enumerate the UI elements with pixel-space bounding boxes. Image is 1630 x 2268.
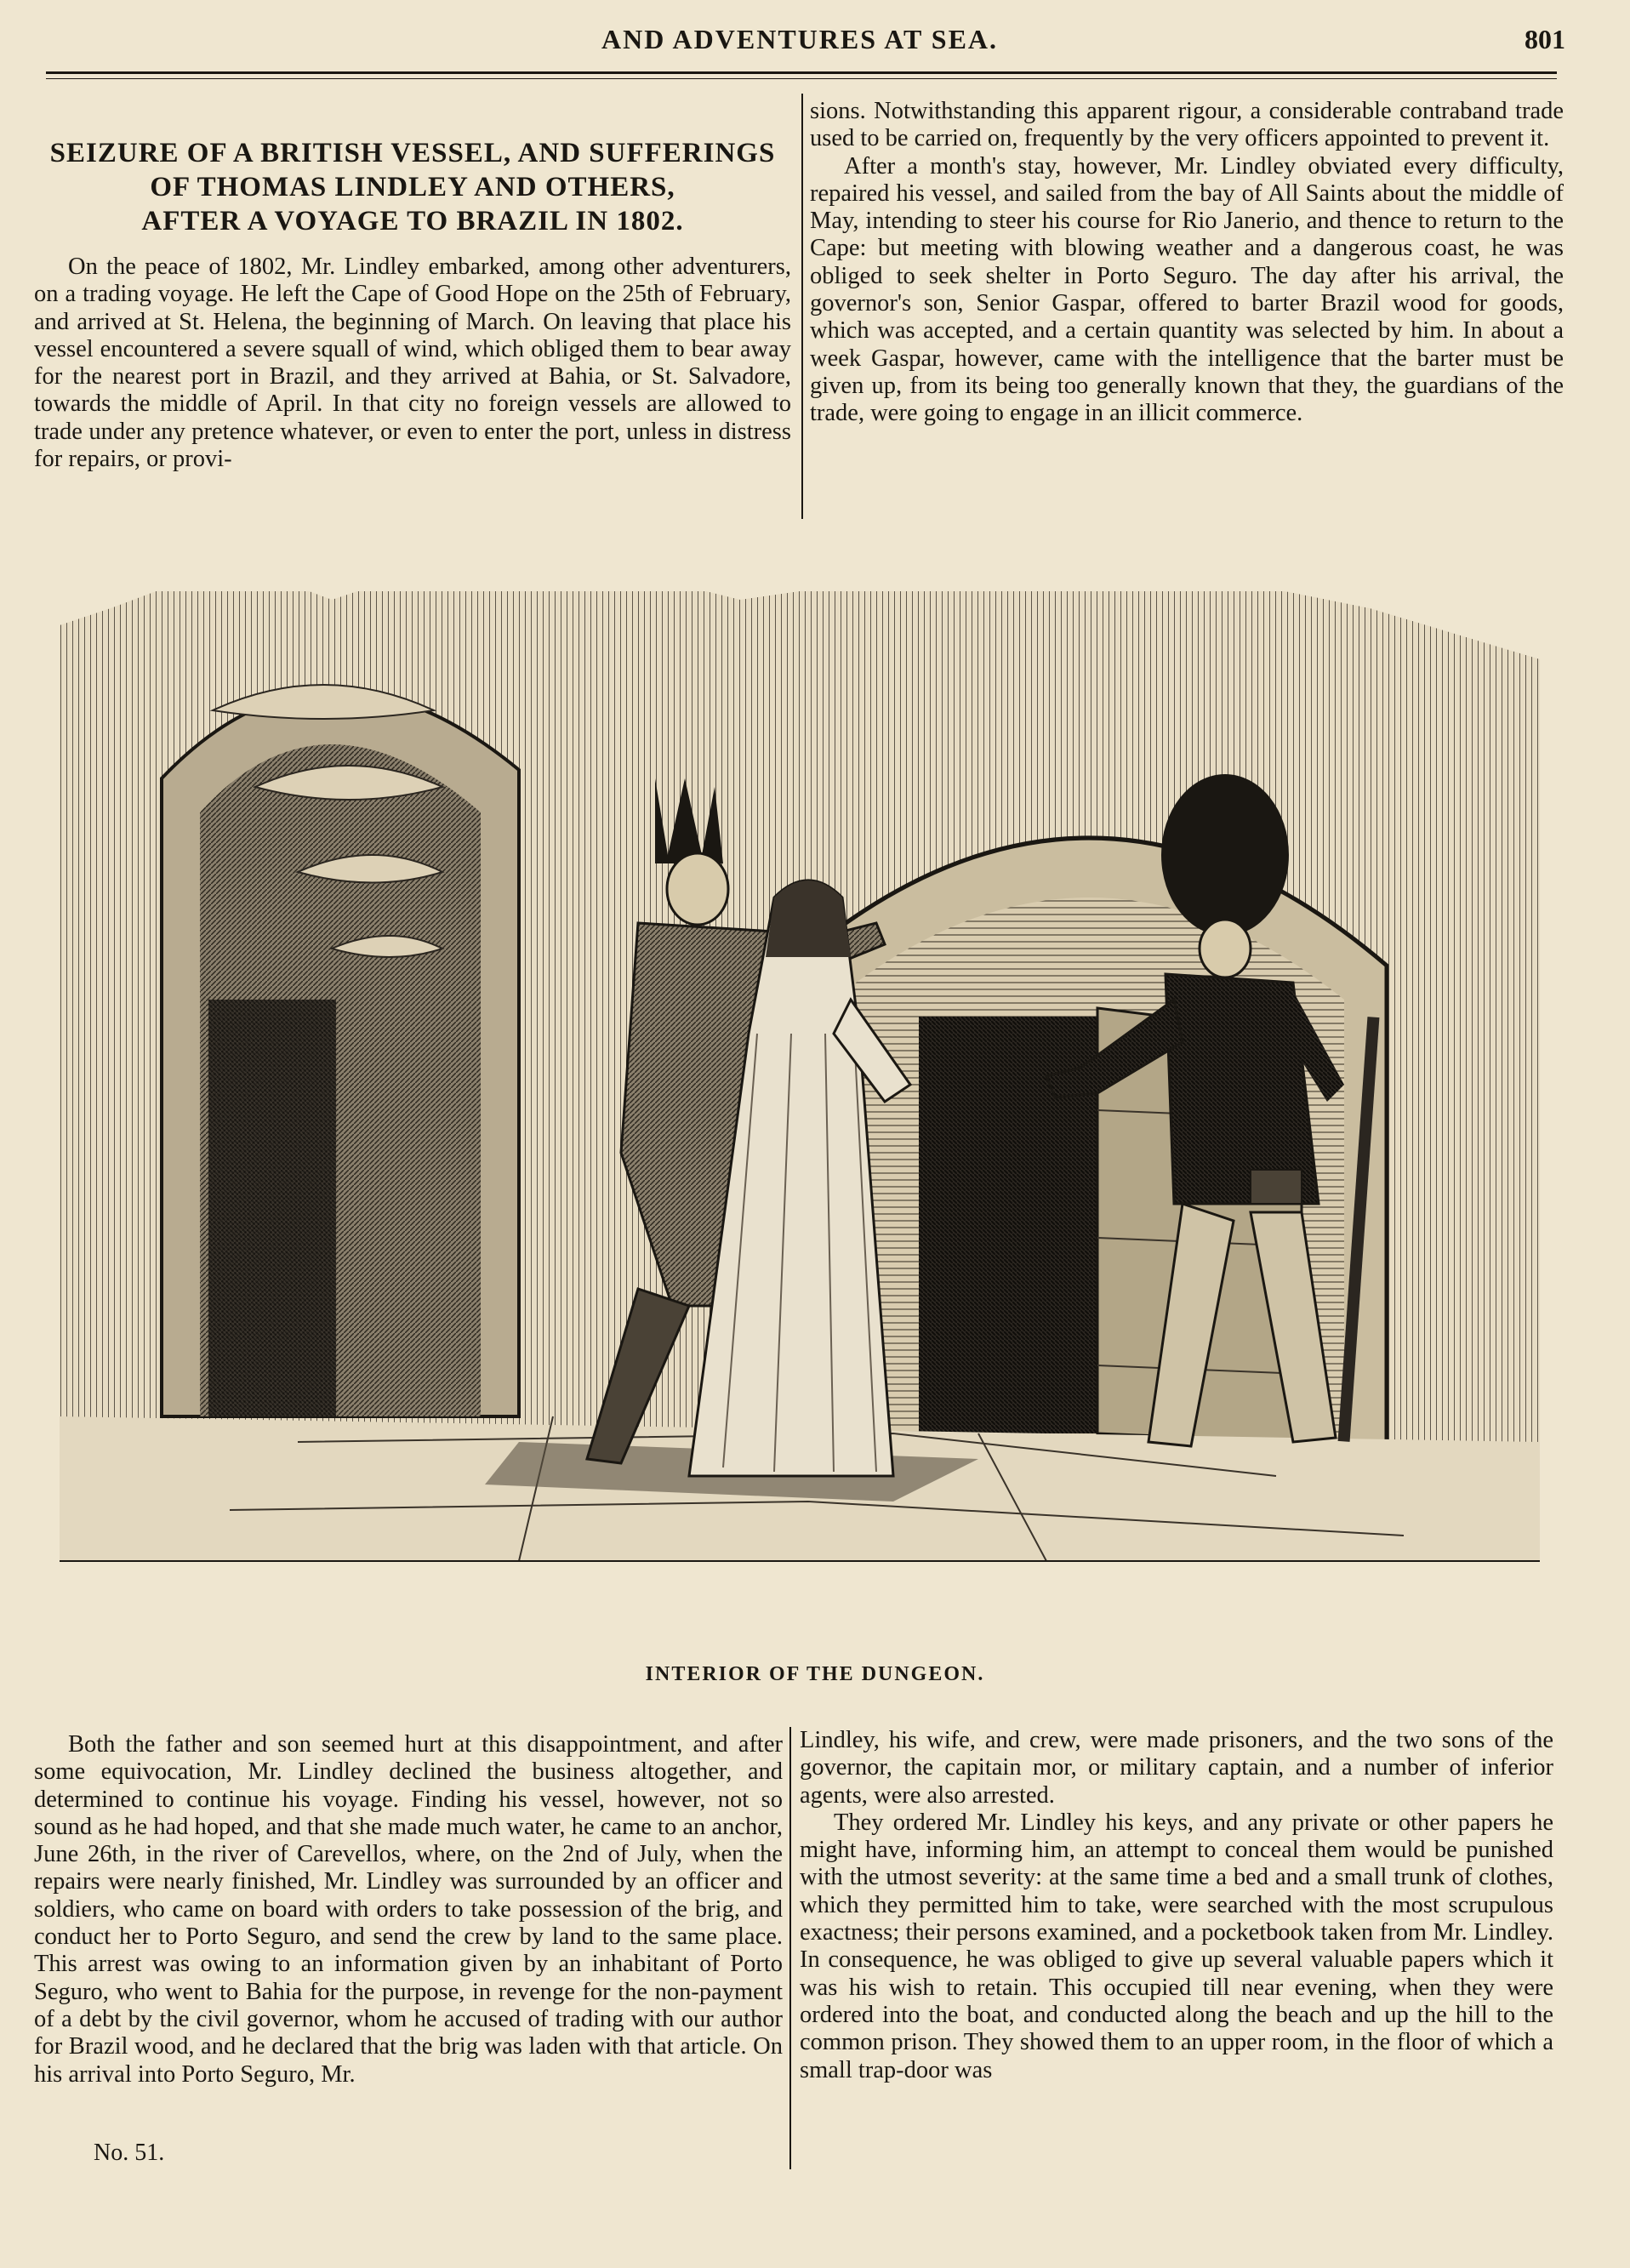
header-rule-thin bbox=[46, 78, 1557, 79]
signature-number: No. 51. bbox=[94, 2140, 165, 2166]
paragraph-disappointment: Both the father and son seemed hurt at this disappointment, and after some equivocation, Mr. Lindley declined the business altogether, and determined to continue his voyage. Finding his vessel, however, not so sound as he had hoped, and that she made much water, he came to an anchor, June 26th, in the river of Carevellos, where, on the 2nd of July, when the repairs were nearly finished, Mr. Lindley was surrounded by an officer and soldiers, who came on board with orders to take possession of the brig, and conduct her to Porto Seguro, and send the crew by land to the same place. This arrest was owing to an information given by an inhabitant of Porto Seguro, who went to Bahia for the purpose, in revenge for the non-payment of a debt by the civil governor, whom he accused of trading with our author for Brazil wood, and he declared that the brig was laden with that article. On his arrival into Porto Seguro, Mr. bbox=[34, 1731, 783, 2088]
paragraph-prisoners: Lindley, his wife, and crew, were made prisoners, and the two sons of the governor, the capitain mor, or military captain, and a number of inferior agents, were also arrested. bbox=[800, 1727, 1553, 1809]
article-title-line-3: AFTER A VOYAGE TO BRAZIL IN 1802. bbox=[141, 206, 684, 236]
column-divider-bottom bbox=[789, 1727, 791, 2169]
paragraph-opening: On the peace of 1802, Mr. Lindley embarked, among other adventurers, on a trading voyage. He left the Cape of Good Hope on the 25th of February, and arrived at St. Helena, the beginning of March. On leaving that place his vessel encountered a severe squall of wind, which obliged them to bear away for the nearest port in Brazil, and they arrived at Bahia, or St. Salvadore, towards the middle of April. In that city no foreign vessels are allowed to trade under any pretence whatever, or even to enter the port, unless in distress for repairs, or provi- bbox=[34, 254, 791, 473]
paragraph-keys: They ordered Mr. Lindley his keys, and any private or other papers he might have, informing him, an attempt to conceal them would be punished with the utmost severity: at the same time a bed and a small trunk of clothes, which they permitted him to take, were searched with the most scrupulous exactness; their persons examined, and a pocketbook taken from Mr. Lindley. In consequence, he was obliged to give up several valuable papers which it was his wish to retain. This occupied till near evening, when they were ordered into the boat, and conducted along the beach and up the hill to the common prison. They showed them to an upper room, in the floor of which a small trap-door was bbox=[800, 1809, 1553, 2083]
top-right-column bbox=[810, 98, 1564, 428]
top-left-column bbox=[34, 136, 791, 473]
column-divider-top bbox=[801, 94, 803, 519]
paragraph-continued: sions. Notwithstanding this apparent rigour, a considerable contraband trade used to be carried on, frequently by the very officers appointed to prevent it. bbox=[810, 98, 1564, 152]
bottom-right-column bbox=[800, 1727, 1553, 2084]
article-title-line-1: SEIZURE OF A BRITISH VESSEL, AND SUFFERINGS bbox=[49, 138, 776, 168]
dungeon-engraving bbox=[43, 557, 1557, 1612]
running-head bbox=[34, 19, 1565, 66]
page-number: 801 bbox=[1525, 24, 1565, 54]
header-rule bbox=[46, 71, 1557, 74]
paragraph-month-stay: After a month's stay, however, Mr. Lindley obviated every difficulty, repaired his vessel, and sailed from the bay of All Saints about the middle of May, intending to steer his course for Rio Janerio, and thence to return to the Cape: but meeting with blowing weather and a dangerous coast, he was obliged to seek shelter in Porto Seguro. The day after his arrival, the governor's son, Senior Gaspar, offered to barter Brazil wood for goods, which was accepted, and a certain quantity was selected by him. In about a week Gaspar, however, came with the intelligence that the barter must be given up, from its being too generally known that they, the guardians of the trade, were going to engage in an illicit commerce. bbox=[810, 152, 1564, 427]
article-title bbox=[34, 136, 791, 238]
running-title: AND ADVENTURES AT SEA. bbox=[601, 24, 999, 54]
illustration-caption: INTERIOR OF THE DUNGEON. bbox=[645, 1663, 985, 1685]
bottom-left-column bbox=[34, 1731, 783, 2088]
article-title-line-2: OF THOMAS LINDLEY AND OTHERS, bbox=[150, 172, 675, 202]
